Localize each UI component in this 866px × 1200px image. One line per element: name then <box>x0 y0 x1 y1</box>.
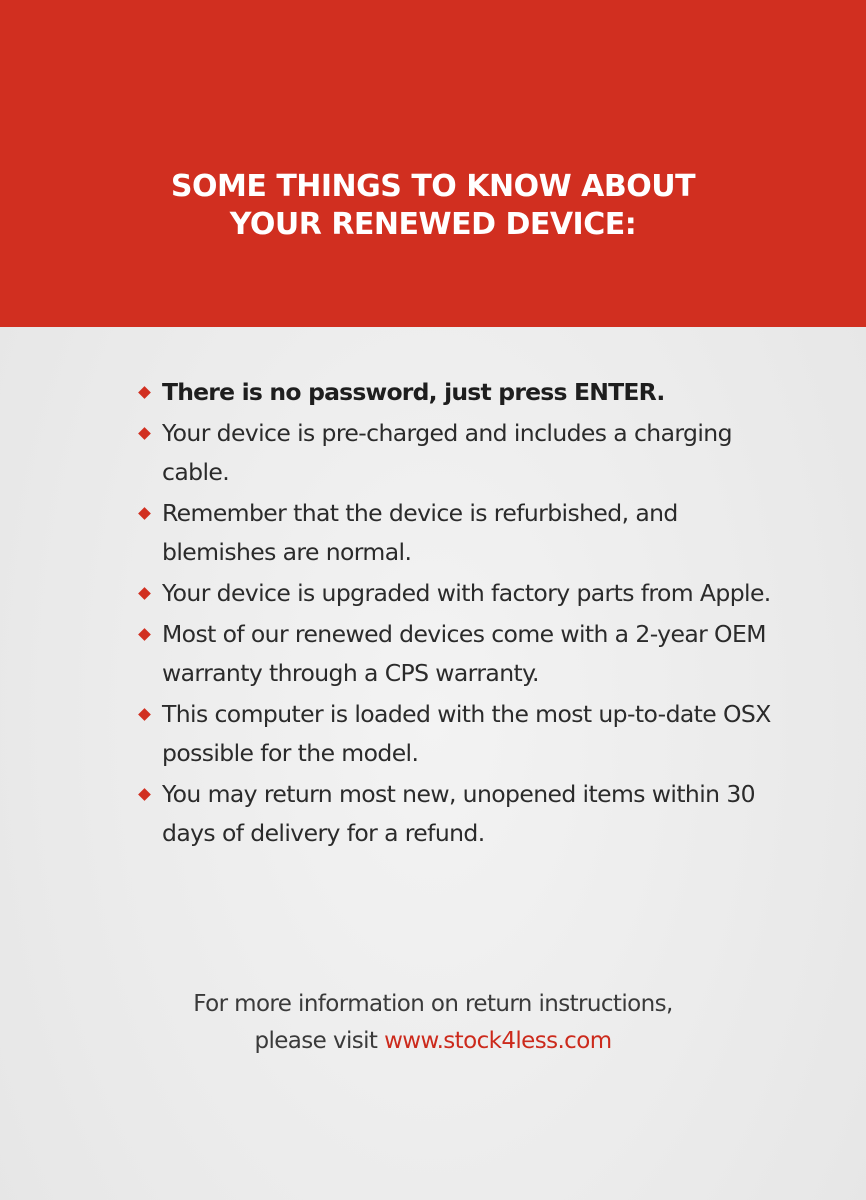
bullet-item-returns <box>138 775 778 853</box>
bullet-item-charging <box>138 414 778 492</box>
bullet-item-factory-parts <box>138 574 778 613</box>
bullet-item-warranty <box>138 615 778 693</box>
footer-visit-text: please visit <box>254 1028 378 1054</box>
red-diamond-icon <box>138 628 151 641</box>
red-diamond-icon <box>138 587 151 600</box>
bullet-text: You may return most new, unopened items within 30 days of delivery for a refund. <box>162 780 756 847</box>
title-line-2: YOUR RENEWED DEVICE: <box>229 207 637 242</box>
bullet-text: Remember that the device is refurbished, and blemishes are normal. <box>162 499 678 566</box>
page-title <box>0 168 866 244</box>
red-diamond-icon <box>138 427 151 440</box>
red-diamond-icon <box>138 386 151 399</box>
bullet-text: Most of our renewed devices come with a 2-year OEM warranty through a CPS warranty. <box>162 620 766 687</box>
bullet-text: Your device is upgraded with factory parts from Apple. <box>162 579 771 607</box>
bullet-item-password <box>138 373 778 412</box>
bullet-item-osx <box>138 695 778 773</box>
return-info-footer <box>0 986 866 1060</box>
header-banner <box>0 0 866 327</box>
bullet-text: Your device is pre-charged and includes a charging cable. <box>162 419 732 486</box>
bullet-item-refurbished <box>138 494 778 572</box>
red-diamond-icon <box>138 708 151 721</box>
bullet-text: This computer is loaded with the most up-to-date OSX possible for the model. <box>162 700 771 767</box>
footer-line-1: For more information on return instructions, <box>193 991 673 1017</box>
info-bullet-list <box>138 373 778 855</box>
title-line-1: SOME THINGS TO KNOW ABOUT <box>170 169 696 204</box>
bullet-text: There is no password, just press ENTER. <box>162 378 665 406</box>
red-diamond-icon <box>138 507 151 520</box>
website-link[interactable]: www.stock4less.com <box>384 1028 612 1054</box>
red-diamond-icon <box>138 788 151 801</box>
footer-line-2 <box>0 1023 866 1060</box>
